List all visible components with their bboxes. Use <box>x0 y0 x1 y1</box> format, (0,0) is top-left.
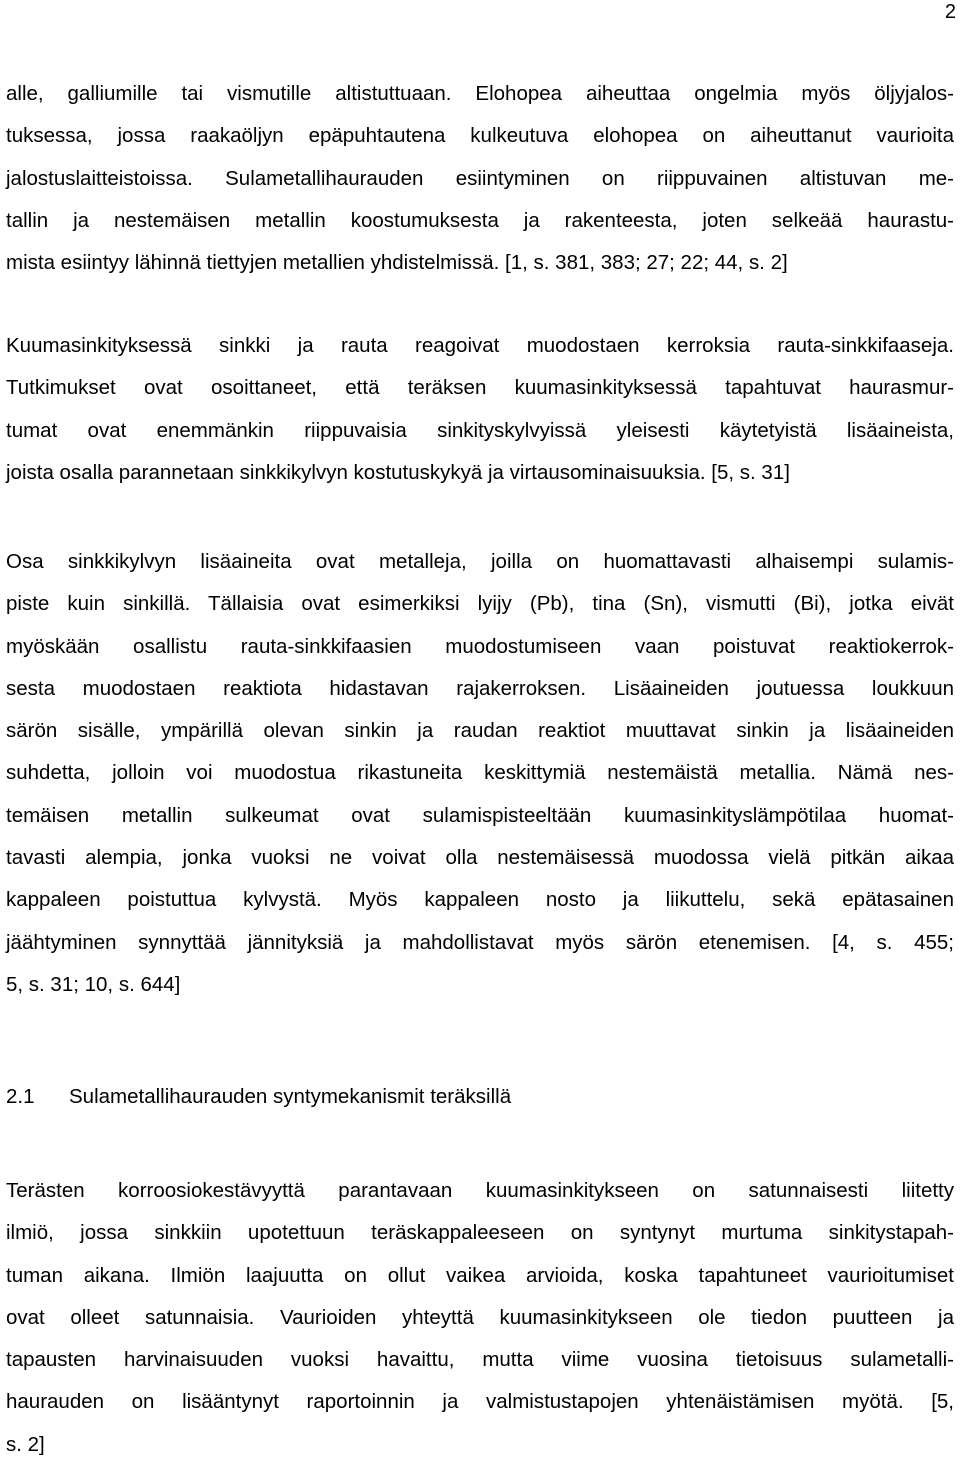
text-line: jäähtyminen synnyttää jännityksiä ja mahdollistavat myös särön etenemisen. [4, s. 455; <box>6 930 954 954</box>
text-line: tumat ovat enemmänkin riippuvaisia sinkityskylvyissä yleisesti käytetyistä lisäaineista, <box>6 418 954 442</box>
text-line: myöskään osallistu rauta-sinkkifaasien muodostumiseen vaan poistuvat reaktiokerrok- <box>6 634 954 658</box>
section-heading <box>6 1076 511 1118</box>
text-line: tapausten harvinaisuuden vuoksi havaittu, mutta viime vuosina tietoisuus sulametalli- <box>6 1348 954 1372</box>
text-line: tuman aikana. Ilmiön laajuutta on ollut vaikea arvioida, koska tapahtuneet vaurioitumiset <box>6 1263 954 1287</box>
text-line: ovat olleet satunnaisia. Vaurioiden yhteyttä kuumasinkitykseen ole tiedon puutteen ja <box>6 1305 954 1329</box>
text-line: Tutkimukset ovat osoittaneet, että teräksen kuumasinkityksessä tapahtuvat haurasmur- <box>6 376 954 400</box>
text-line: suhdetta, jolloin voi muodostua rikastuneita keskittymiä nestemäistä metallia. Nämä nes- <box>6 761 954 785</box>
text-line: Osa sinkkikylvyn lisäaineita ovat metalleja, joilla on huomattavasti alhaisempi sulamis- <box>6 550 954 573</box>
paragraph-4 <box>6 1170 954 1466</box>
text-line: joista osalla parannetaan sinkkikylvyn kostutuskykyä ja virtausominaisuuksia. [5, s. 31] <box>6 460 790 484</box>
text-line: kappaleen poistuttua kylvystä. Myös kappaleen nosto ja liikuttelu, sekä epätasainen <box>6 888 954 912</box>
text-line: tavasti alempia, jonka vuoksi ne voivat olla nestemäisessä muodossa vielä pitkän aikaa <box>6 846 954 870</box>
text-line: 5, s. 31; 10, s. 644] <box>6 972 181 996</box>
text-line: temäisen metallin sulkeumat ovat sulamispisteeltään kuumasinkityslämpötilaa huomat- <box>6 803 954 827</box>
text-line: tallin ja nestemäisen metallin koostumuksesta ja rakenteesta, joten selkeää haurastu- <box>6 208 954 232</box>
text-line: haurauden on lisääntynyt raportoinnin ja valmistustapojen yhtenäistämisen myötä. [5, <box>6 1390 954 1414</box>
page-number: 2 <box>944 1 956 23</box>
paragraph-3 <box>6 541 954 1006</box>
text-line: mista esiintyy lähinnä tiettyjen metallien yhdistelmissä. [1, s. 381, 383; 27; 22; 44, s. 2] <box>6 251 788 275</box>
text-line: alle, galliumille tai vismutille altistuttuaan. Elohopea aiheuttaa ongelmia myös öljyjalos- <box>6 82 954 105</box>
text-line: tuksessa, jossa raakaöljyn epäpuhtautena kulkeutuva elohopea on aiheuttanut vaurioita <box>6 124 954 148</box>
paragraph-1 <box>6 73 954 284</box>
text-line: Terästen korroosiokestävyyttä parantavaan kuumasinkitykseen on satunnaisesti liitetty <box>6 1179 954 1202</box>
text-line: särön sisälle, ympärillä olevan sinkin ja raudan reaktiot muuttavat sinkin ja lisäaineiden <box>6 719 954 743</box>
paragraph-2 <box>6 325 954 494</box>
text-line: jalostuslaitteistoissa. Sulametallihaurauden esiintyminen on riippuvainen altistuvan me- <box>6 166 954 190</box>
text-line: ilmiö, jossa sinkkiin upotettuun teräskappaleeseen on syntynyt murtuma sinkitystapah- <box>6 1221 954 1245</box>
section-number: 2.1 <box>6 1085 35 1108</box>
text-line: Kuumasinkityksessä sinkki ja rauta reagoivat muodostaen kerroksia rauta-sinkkifaaseja. <box>6 334 954 357</box>
section-title: Sulametallihaurauden syntymekanismit teräksillä <box>69 1085 512 1108</box>
text-line: s. 2] <box>6 1432 45 1456</box>
text-line: piste kuin sinkillä. Tällaisia ovat esimerkiksi lyijy (Pb), tina (Sn), vismutti (Bi), jotka eivät <box>6 592 954 616</box>
text-line: sesta muodostaen reaktiota hidastavan rajakerroksen. Lisäaineiden joutuessa loukkuun <box>6 676 954 700</box>
